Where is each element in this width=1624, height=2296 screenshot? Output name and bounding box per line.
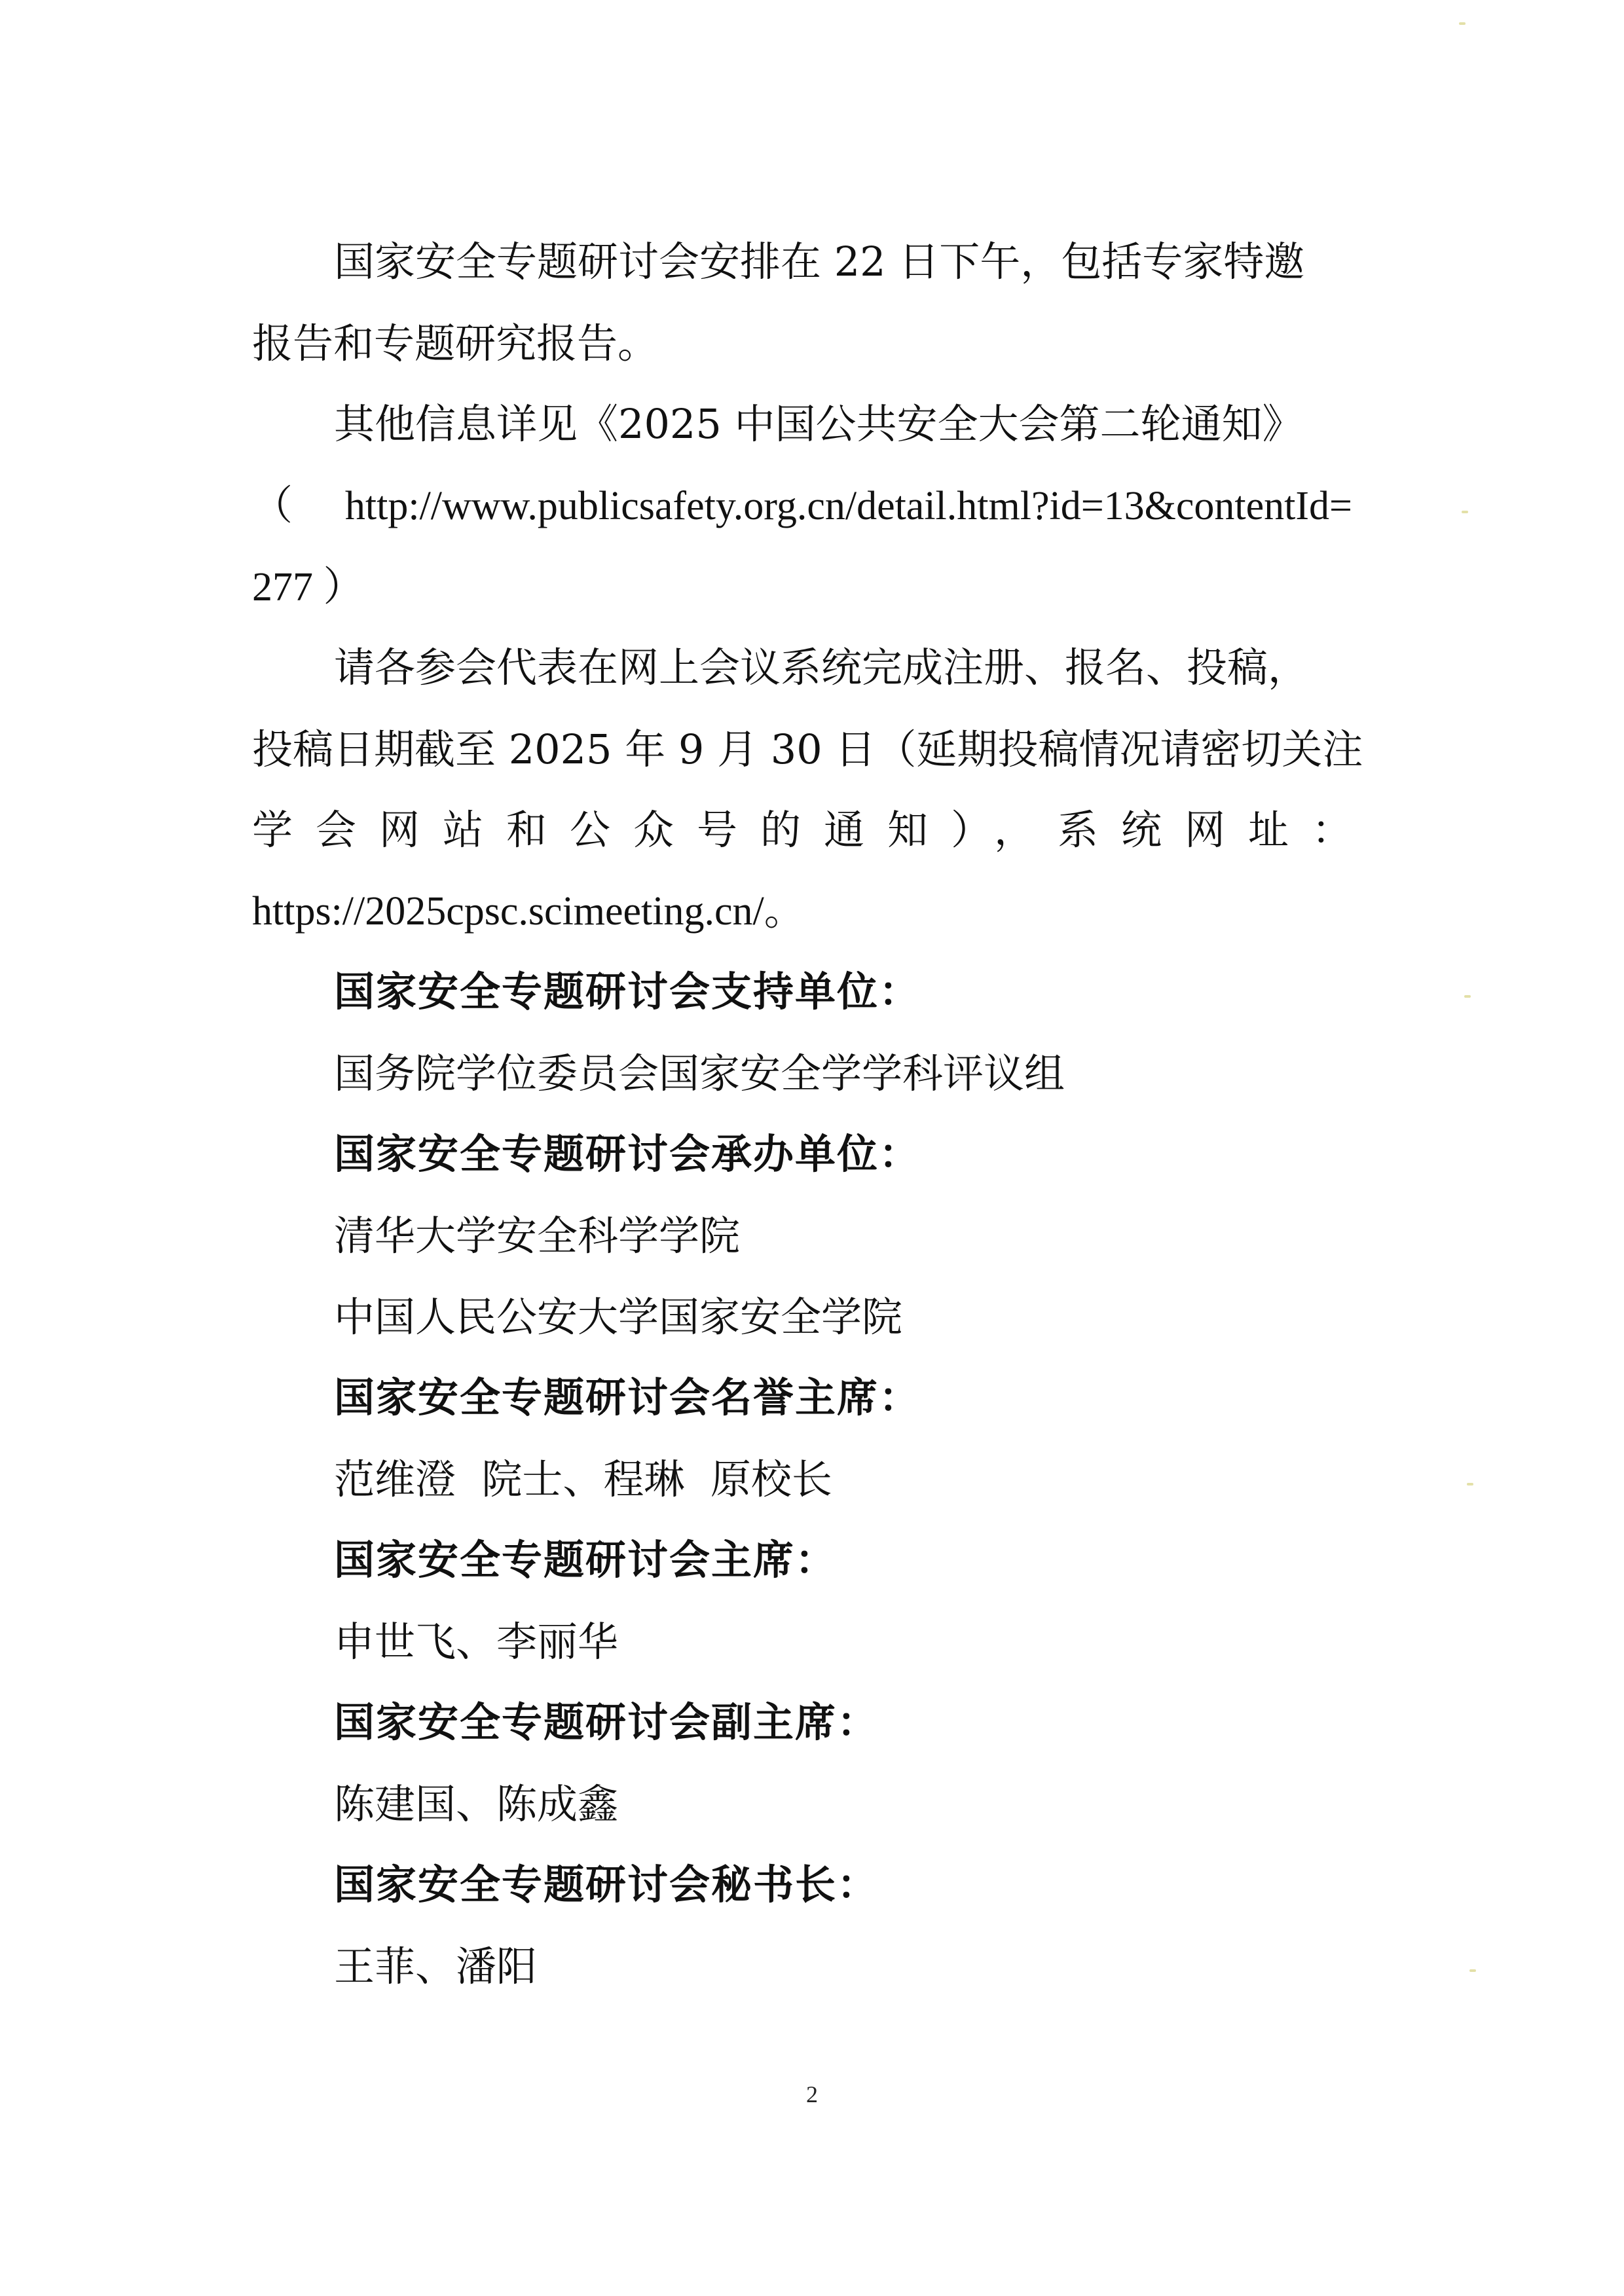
organizer-unit-1: 清华大学安全科学学院: [334, 1212, 741, 1260]
secretary-general-heading: 国家安全专题研讨会秘书长：: [334, 1861, 879, 1908]
page-number: 2: [806, 2081, 818, 2107]
honorary-chair-names: 范维澄 院士、程琳 原校长: [334, 1455, 832, 1503]
scan-speck: [1469, 1969, 1476, 1972]
paragraph-1-line-2: 报告和专题研究报告。: [252, 319, 659, 367]
paragraph-3-line-3: 学会网站和公众号的通知），系统网址：: [252, 806, 1352, 854]
paragraph-2-url-line: （ http://www.publicsafety.org.cn/detail.html?id=13&contentId=: [252, 484, 1352, 528]
paragraph-2-line-3: 277 ）: [252, 565, 364, 610]
honorary-chair-heading: 国家安全专题研讨会名誉主席：: [334, 1374, 921, 1421]
organizer-unit-2: 中国人民公安大学国家安全学院: [334, 1293, 903, 1341]
scan-speck: [1467, 1483, 1473, 1485]
paragraph-2-line-1: 其他信息详见《2025 中国公共安全大会第二轮通知》: [334, 400, 1303, 448]
organizer-heading: 国家安全专题研讨会承办单位：: [334, 1130, 921, 1178]
paragraph-1-line-1: 国家安全专题研讨会安排在 22 日下午，包括专家特邀: [334, 238, 1305, 285]
scan-speck: [1464, 995, 1471, 998]
scan-speck: [1459, 22, 1466, 25]
chair-names: 申世飞、李丽华: [334, 1618, 619, 1666]
support-heading: 国家安全专题研讨会支持单位：: [334, 968, 921, 1015]
support-unit: 国务院学位委员会国家安全学学科评议组: [334, 1049, 1065, 1097]
vice-chair-names: 陈建国、陈成鑫: [334, 1780, 619, 1828]
secretary-general-names: 王菲、潘阳: [334, 1942, 538, 1990]
vice-chair-heading: 国家安全专题研讨会副主席：: [334, 1698, 879, 1746]
scan-speck: [1462, 511, 1468, 513]
paragraph-3-line-1: 请各参会代表在网上会议系统完成注册、报名、投稿，: [334, 644, 1309, 691]
paragraph-3-system-url: https://2025cpsc.scimeeting.cn/。: [252, 889, 805, 934]
chair-heading: 国家安全专题研讨会主席：: [334, 1536, 838, 1584]
paragraph-3-line-2: 投稿日期截至 2025 年 9 月 30 日（延期投稿情况请密切关注: [252, 725, 1363, 773]
